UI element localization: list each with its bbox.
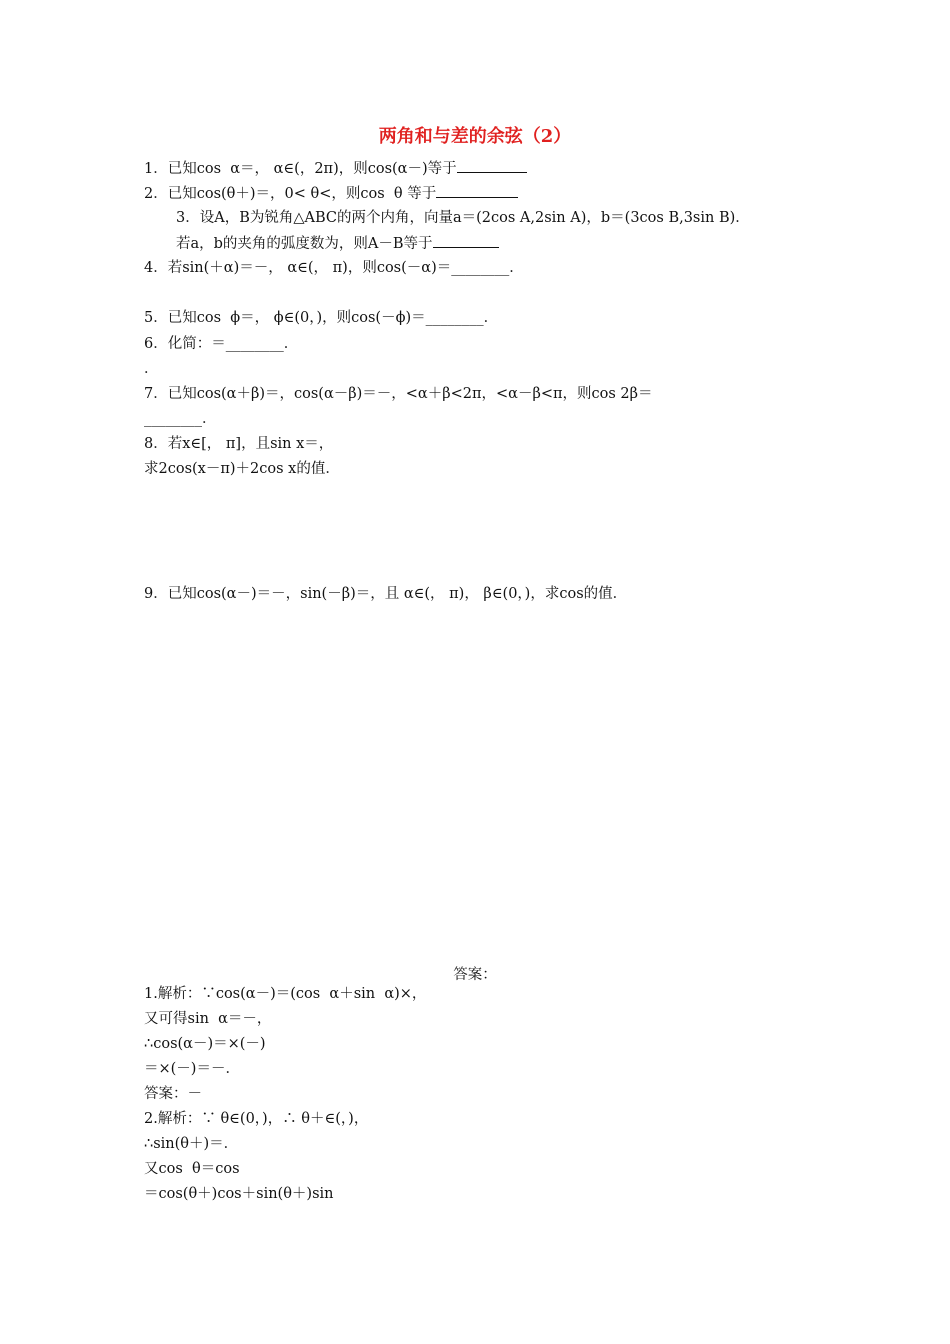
question-8: 8．若x∈[， π]，且sin x＝， xyxy=(144,436,334,452)
answer-blank xyxy=(433,233,499,248)
question-9: 9．已知cos(α－)＝－，sin(－β)＝，且 α∈(， π)， β∈(0，)，求cos的值． xyxy=(144,586,628,602)
question-5: 5．已知cos ϕ＝， ϕ∈(0，)，则cos(－ϕ)＝________． xyxy=(144,310,499,326)
question-4: 4．若sin(＋α)＝－， α∈(， π)，则cos(－α)＝________． xyxy=(144,260,524,276)
answer-blank xyxy=(457,158,527,173)
answer-line: 又cos θ＝cos xyxy=(144,1161,240,1177)
answer-line: 1.解析：∵cos(α－)＝(cos α＋sin α)×， xyxy=(144,986,427,1002)
question-7-continued: ________． xyxy=(144,411,217,427)
page-title: 两角和与差的余弦（2） xyxy=(378,126,572,147)
question-text: 若a，b的夹角的弧度数为，则A－B等于 xyxy=(176,236,433,252)
question-text: 1．已知cos α＝， α∈(，2π)，则cos(α－)等于 xyxy=(144,161,457,177)
stray-mark: ． xyxy=(144,361,159,377)
answer-line: ∴sin(θ＋)＝． xyxy=(144,1136,239,1152)
question-3-continued xyxy=(176,233,499,254)
answer-line: 答案：－ xyxy=(144,1086,202,1102)
question-8-continued: 求2cos(x－π)＋2cos x的值． xyxy=(144,461,340,477)
answer-blank xyxy=(436,183,518,198)
question-3: 3．设A，B为锐角△ABC的两个内角，向量a＝(2cos A,2sin A)，b＝(3cos B,3sin B)． xyxy=(176,210,750,226)
question-text: 2．已知cos(θ＋)＝，0< θ<，则cos θ 等于 xyxy=(144,186,437,202)
answer-line: 2.解析：∵ θ∈(0，)，∴ θ＋∈(，)， xyxy=(144,1111,369,1127)
question-7: 7．已知cos(α＋β)＝，cos(α－β)＝－，<α＋β<2π，<α－β<π，则cos 2β＝ xyxy=(144,386,653,402)
answer-line: ＝cos(θ＋)cos＋sin(θ＋)sin xyxy=(144,1186,334,1202)
answer-line: ∴cos(α－)＝×(－) xyxy=(144,1036,266,1052)
question-2 xyxy=(144,183,518,204)
question-1 xyxy=(144,158,527,179)
answer-line: 又可得sin α＝－， xyxy=(144,1011,272,1027)
question-6: 6．化简：＝________． xyxy=(144,336,299,352)
answers-heading: 答案： xyxy=(453,967,497,983)
answer-line: ＝×(－)＝－． xyxy=(144,1061,240,1077)
